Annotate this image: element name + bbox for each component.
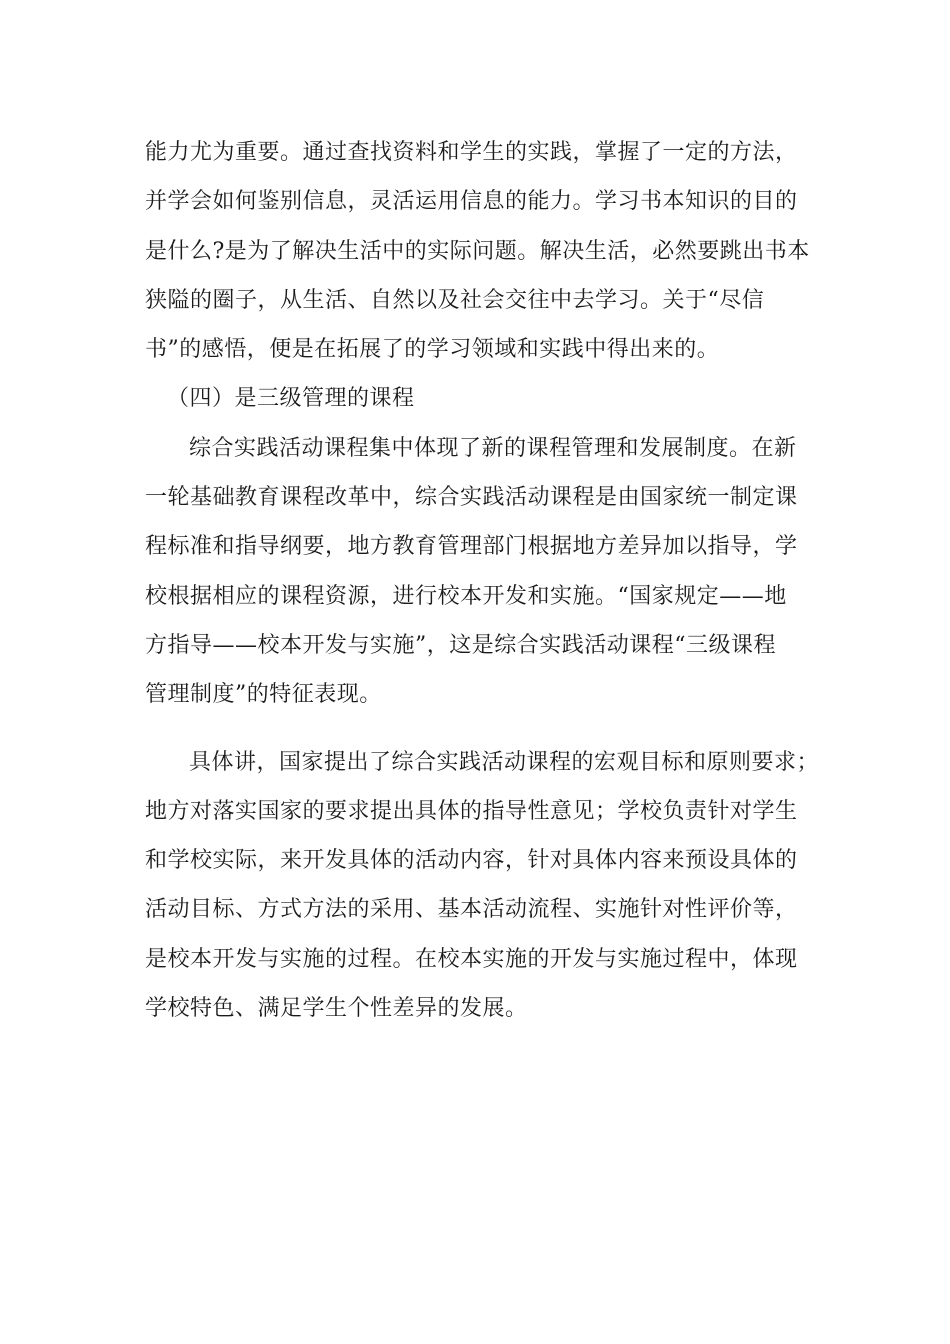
section-heading: （四）是三级管理的课程 (167, 386, 415, 412)
text-line: 学校特色、满足学生个性差异的发展。 (145, 996, 528, 1022)
text-line: 程标准和指导纲要，地方教育管理部门根据地方差异加以指导，学 (145, 534, 798, 560)
text-line: 是校本开发与实施的过程。在校本实施的开发与实施过程中，体现 (145, 946, 798, 972)
text-line: 一轮基础教育课程改革中，综合实践活动课程是由国家统一制定课 (145, 485, 798, 511)
text-line: 和学校实际，来开发具体的活动内容，针对具体内容来预设具体的 (145, 848, 798, 874)
text-line: 狭隘的圈子，从生活、自然以及社会交往中去学习。关于“尽信 (145, 287, 765, 313)
text-line: 能力尤为重要。通过查找资料和学生的实践，掌握了一定的方法， (145, 140, 798, 165)
document-body (145, 128, 820, 1033)
text-line: 综合实践活动课程集中体现了新的课程管理和发展制度。在新 (189, 435, 797, 461)
text-line: 书”的感悟，便是在拓展了的学习领域和实践中得出来的。 (145, 337, 720, 363)
text-line: 校根据相应的课程资源，进行校本开发和实施。“国家规定——地 (145, 583, 787, 609)
text-line: 具体讲，国家提出了综合实践活动课程的宏观目标和原则要求； (189, 749, 820, 775)
text-line: 活动目标、方式方法的采用、基本活动流程、实施针对性评价等， (145, 897, 798, 923)
paragraph-gap (145, 720, 820, 738)
text-line: 并学会如何鉴别信息，灵活运用信息的能力。学习书本知识的目的 (145, 189, 798, 215)
text-line: 地方对落实国家的要求提出具体的指导性意见；学校负责针对学生 (145, 798, 798, 824)
text-line: 方指导——校本开发与实施”，这是综合实践活动课程“三级课程 (145, 632, 776, 658)
text-line: 是什么?是为了解决生活中的实际问题。解决生活，必然要跳出书本 (145, 238, 810, 264)
text-line: 管理制度”的特征表现。 (145, 682, 382, 708)
